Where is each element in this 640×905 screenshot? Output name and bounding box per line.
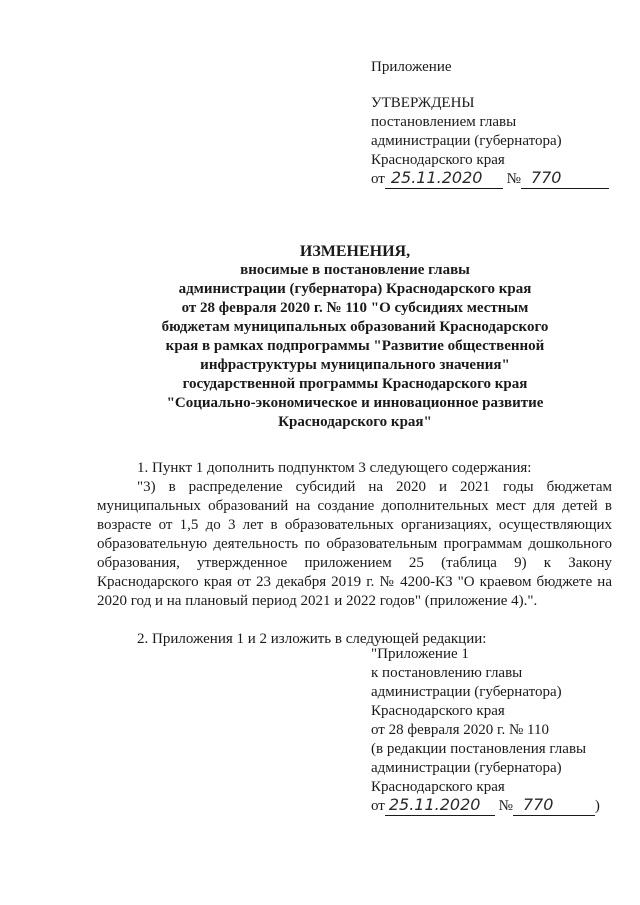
date-field [385, 170, 503, 189]
document-heading [80, 242, 630, 432]
heading-line: от 28 февраля 2020 г. № 110 "О субсидиях местным [181, 300, 529, 316]
annex-line-3: администрации (губернатора) [371, 684, 562, 700]
annex-line-6: (в редакции постановления главы [371, 741, 587, 757]
approval-block [371, 58, 631, 189]
item-2: 2. Приложения 1 и 2 изложить в следующей редакции: [137, 631, 487, 647]
item-1-text: "3) в распределение субсидий на 2020 и 2021 годы бюджетам муниципальных образований на создание дополнительных мест для детей в возрасте от 1,5 до 3 лет в образовательных организациях, осуществляющих образовательную деятельность по образовательным программам дошкольного образования, утвержденное приложением 25 (таблица 9) к Закону Краснодарского края от 23 декабря 2019 г. № 4200-КЗ "О краевом бюджете на 2020 год и на плановый период 2021 и 2022 годов" (приложение 4).". [97, 479, 612, 609]
handwritten-date: 25.11.2020 [388, 795, 481, 814]
item-1-intro: 1. Пункт 1 дополнить подпунктом 3 следующего содержания: [137, 460, 532, 476]
date-prefix: от [371, 798, 385, 814]
heading-line: государственной программы Краснодарского края [182, 376, 528, 392]
handwritten-number: 770 [530, 168, 562, 187]
heading-line: инфраструктуры муниципального значения" [200, 357, 510, 373]
annex-line-7: администрации (губернатора) [371, 760, 562, 776]
approval-line-2: администрации (губернатора) [371, 133, 562, 149]
appendix-label: Приложение [371, 59, 452, 75]
approval-line-1: постановлением главы [371, 114, 517, 130]
annex-line-8: Краснодарского края [371, 779, 505, 795]
number-sign: № [498, 798, 513, 814]
annex-line-5: от 28 февраля 2020 г. № 110 [371, 722, 549, 738]
annex-block [371, 645, 631, 816]
annex-line-1: "Приложение 1 [371, 646, 469, 662]
heading-line: бюджетам муниципальных образований Краснодарского [161, 319, 549, 335]
heading-line: края в рамках подпрограммы "Развитие общественной [165, 338, 545, 354]
date-prefix: от [371, 171, 385, 187]
heading-line: вносимые в постановление главы [240, 262, 470, 278]
handwritten-number: 770 [522, 795, 554, 814]
annex-line-2: к постановлению главы [371, 665, 523, 681]
annex-line-4: Краснодарского края [371, 703, 505, 719]
annex-date-line [371, 797, 631, 816]
number-field [521, 170, 609, 189]
date-field [385, 797, 495, 816]
heading-line: администрации (губернатора) Краснодарского края [178, 281, 532, 297]
closing-parenthesis: ) [594, 798, 600, 814]
heading-line: "Социально-экономическое и инновационное развитие [166, 395, 544, 411]
handwritten-date: 25.11.2020 [390, 168, 483, 187]
approval-line-3: Краснодарского края [371, 152, 505, 168]
number-field [513, 797, 595, 816]
number-sign: № [506, 171, 521, 187]
heading-title: ИЗМЕНЕНИЯ, [299, 243, 411, 260]
document-body [97, 459, 612, 649]
heading-line: Краснодарского края" [278, 414, 432, 430]
approved-heading: УТВЕРЖДЕНЫ [371, 95, 475, 111]
approval-date-line [371, 170, 631, 189]
